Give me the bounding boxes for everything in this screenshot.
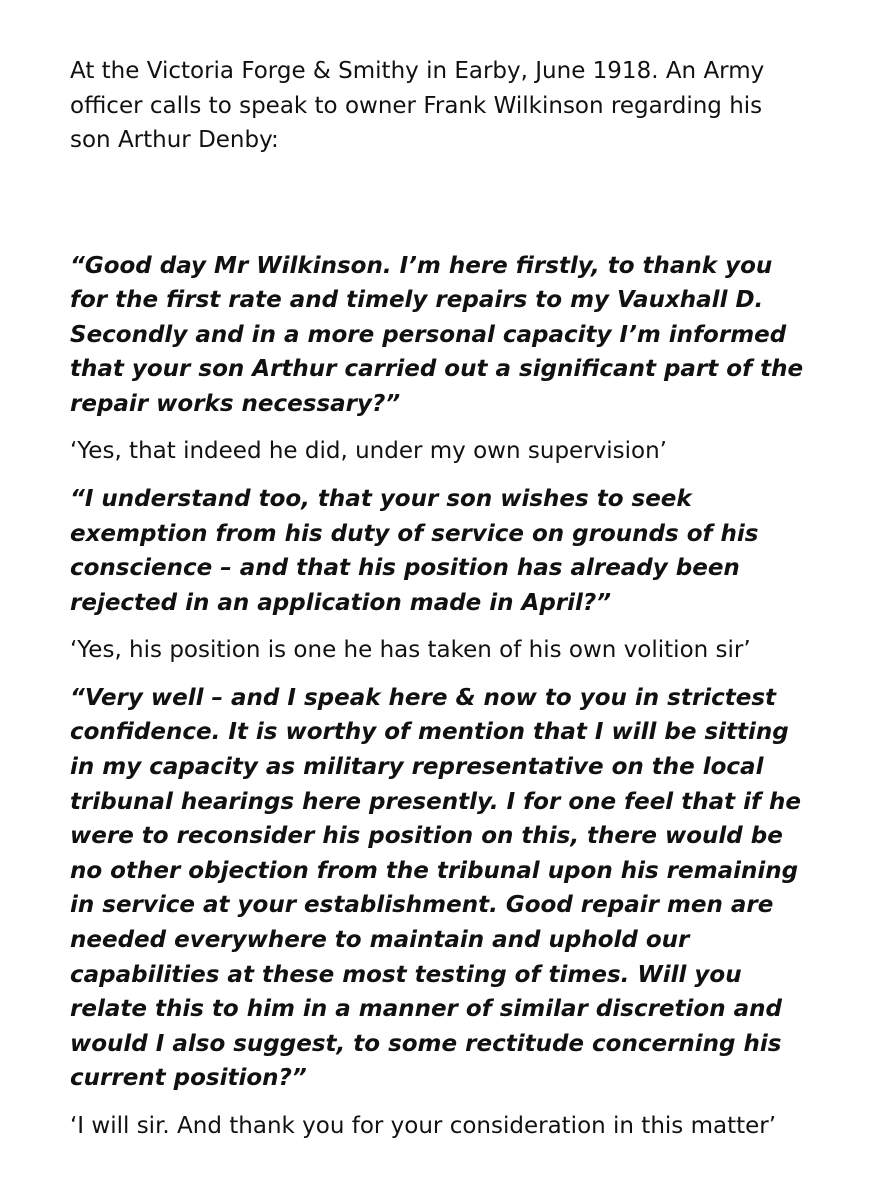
intro-paragraph: At the Victoria Forge & Smithy in Earby, June 1918. An Army officer calls to speak to owner Frank Wilkinson regarding his son Arthur Denby: — [70, 58, 765, 153]
wilkinson-reply-3: ‘I will sir. And thank you for your consideration in this matter’ — [70, 1112, 777, 1139]
officer-speech-3: “Very well – and I speak here & now to you in strictest confidence. It is worthy of mention that I will be sitting in my capacity as military representative on the local tribunal hearings here presently. I for one feel that if he were to reconsider his position on this, there would be no other objection from the tribunal upon his remaining in service at your establishment. Good repair men are needed everywhere to maintain and uphold our capabilities at these most testing of times. Will you relate this to him in a manner of similar discretion and would I also suggest, to some rectitude concerning his current position?” — [70, 684, 801, 1092]
officer-speech-2: “I understand too, that your son wishes to seek exemption from his duty of service on grounds of his conscience – and that his position has already been rejected in an application made in April?” — [70, 485, 759, 616]
wilkinson-reply-2: ‘Yes, his position is one he has taken of his own volition sir’ — [70, 637, 751, 664]
wilkinson-reply-1: ‘Yes, that indeed he did, under my own supervision’ — [70, 438, 667, 465]
officer-speech-1: “Good day Mr Wilkinson. I’m here firstly, to thank you for the first rate and timely repairs to my Vauxhall D. Secondly and in a more personal capacity I’m informed that your son Arthur carried out a significant part of the repair works necessary?” — [70, 252, 804, 417]
document-page — [70, 54, 810, 1156]
